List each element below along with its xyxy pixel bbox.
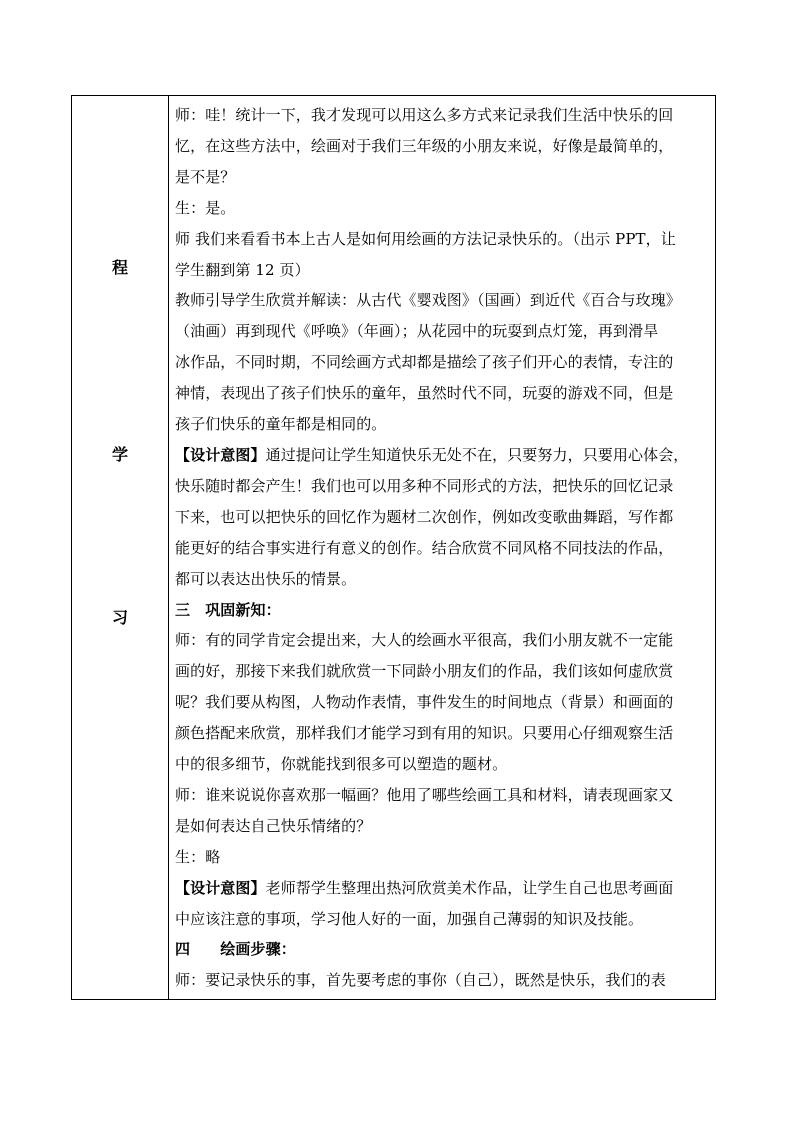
section-heading-4: 四 绘画步骤： — [175, 940, 296, 959]
design-intent-1 — [175, 440, 713, 471]
side-label-char-3: 习 — [111, 608, 128, 627]
design-intent-label: 【设计意图】 — [175, 878, 266, 897]
side-label-char-1: 程 — [111, 258, 128, 277]
text-line: 师 我们来看看书本上古人是如何用绘画的方法记录快乐的。（出示 PPT，让 — [175, 229, 676, 248]
text-line: 快乐随时都会产生！我们也可以用多种不同形式的方法，把快乐的回忆记录 — [175, 476, 674, 495]
column-divider — [168, 96, 169, 999]
text-line: 忆，在这些方法中，绘画对于我们三年级的小朋友来说，好像是最简单的， — [175, 136, 674, 155]
text-line: 能更好的结合事实进行有意义的创作。结合欣赏不同风格不同技法的作品， — [175, 538, 674, 557]
text-line: 都可以表达出快乐的情景。 — [175, 569, 357, 588]
text-line: 师：有的同学肯定会提出来，大人的绘画水平很高，我们小朋友就不一定能 — [175, 631, 674, 650]
design-intent-2 — [175, 873, 713, 904]
text-line: 是不是？ — [175, 167, 236, 186]
section-heading-3: 三 巩固新知： — [175, 600, 281, 619]
design-intent-text: 老师帮学生整理出热河欣赏美术作品，让学生自己也思考画面 — [265, 878, 674, 897]
text-line: 颜色搭配来欣赏，那样我们才能学习到有用的知识。只要用心仔细观察生活 — [175, 724, 674, 743]
text-line: 师：谁来说说你喜欢那一幅画？他用了哪些绘画工具和材料，请表现画家又 — [175, 785, 674, 804]
text-line: 师：哇！统计一下，我才发现可以用这么多方式来记录我们生活中快乐的回 — [175, 106, 674, 124]
text-line: 师：要记录快乐的事，首先要考虑的事你（自己），既然是快乐，我们的表 — [175, 971, 666, 990]
text-line: 学生翻到第 12 页） — [175, 260, 310, 279]
text-line: 神情，表现出了孩子们快乐的童年，虽然时代不同，玩耍的游戏不同，但是 — [175, 384, 674, 403]
text-line: 呢？我们要从构图，人物动作表情，事件发生的时间地点（背景）和画面的 — [175, 693, 674, 712]
text-line: 是如何表达自己快乐情绪的？ — [175, 816, 372, 835]
lesson-plan-table — [71, 95, 716, 1000]
design-intent-text: 通过提问让学生知道快乐无处不在，只要努力，只要用心体会， — [265, 445, 689, 464]
text-line: 教师引导学生欣赏并解读：从古代《婴戏图》（国画）到近代《百合与玫瑰》 — [175, 291, 681, 310]
text-line: （油画）再到现代《呼唤》（年画）；从花园中的玩耍到点灯笼，再到滑旱 — [175, 322, 659, 341]
side-label-char-2: 学 — [111, 445, 128, 464]
text-line: 生：是。 — [175, 198, 236, 217]
text-line: 中的很多细节，你就能找到很多可以塑造的题材。 — [175, 755, 508, 774]
text-line: 下来，也可以把快乐的回忆作为题材二次创作，例如改变歌曲舞蹈，写作都 — [175, 507, 674, 526]
text-line: 画的好，那接下来我们就欣赏一下同龄小朋友们的作品，我们该如何虚欣赏 — [175, 662, 674, 681]
text-line: 中应该注意的事项，学习他人好的一面，加强自己薄弱的知识及技能。 — [175, 909, 644, 928]
text-line: 生：略 — [175, 847, 221, 866]
lesson-content — [175, 100, 713, 996]
text-line: 孩子们快乐的童年都是相同的。 — [175, 415, 387, 434]
design-intent-label: 【设计意图】 — [175, 445, 266, 464]
text-line: 冰作品，不同时期，不同绘画方式却都是描绘了孩子们开心的表情，专注的 — [175, 353, 674, 372]
